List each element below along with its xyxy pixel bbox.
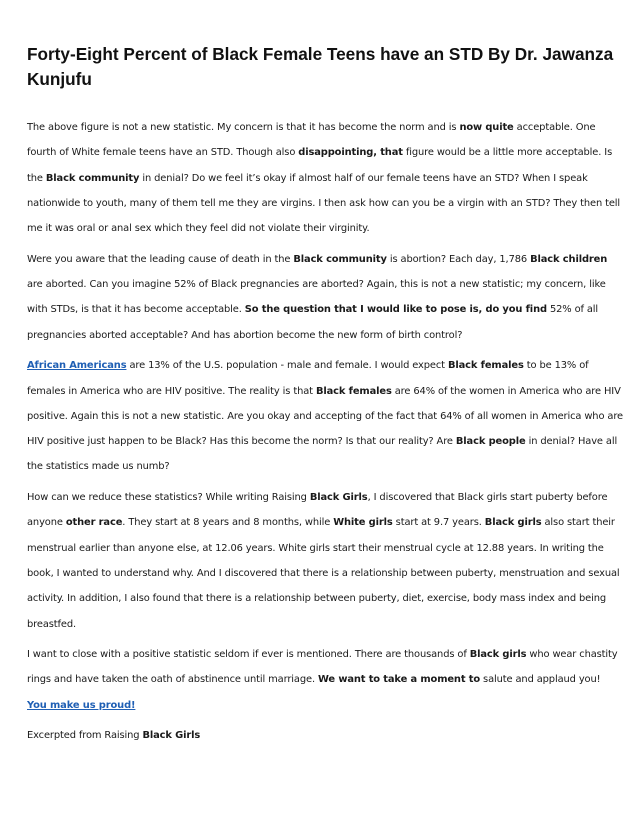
bold-text: Black Girls bbox=[309, 492, 368, 504]
text-run: Were you aware that the leading cause of death in the bbox=[27, 253, 294, 265]
text-run: How can we reduce these statistics? While writing Raising bbox=[27, 492, 310, 504]
bold-text: Black females bbox=[315, 385, 392, 397]
bold-text: Black children bbox=[530, 253, 608, 265]
text-run: 52% of all pregnancies aborted acceptable? And has abortion become the new form of birth control? bbox=[27, 304, 599, 341]
paragraph bbox=[27, 485, 623, 637]
text-run: The above figure is not a new statistic. My concern is that it has become the norm and is bbox=[27, 122, 460, 133]
article-title: Forty-Eight Percent of Black Female Teens have an STD By Dr. Jawanza Kunjufu bbox=[27, 44, 614, 89]
inline-link[interactable]: African Americans bbox=[27, 360, 127, 372]
text-run: I want to close with a positive statistic seldom if ever is mentioned. There are thousands of bbox=[27, 649, 470, 661]
bold-text: disappointing, that bbox=[298, 147, 403, 159]
bold-text: Black females bbox=[447, 360, 524, 372]
text-run: . They start at 8 years and 8 months, while bbox=[122, 517, 334, 529]
paragraph bbox=[27, 247, 623, 348]
text-run: figure would be a little more acceptable. Is the bbox=[27, 147, 613, 184]
text-run: in denial? Have all the statistics made us numb? bbox=[27, 436, 618, 473]
inline-link[interactable]: You make us proud! bbox=[27, 699, 136, 711]
bold-text: Black community bbox=[45, 172, 140, 184]
text-run: in denial? Do we feel it’s okay if almost half of our female teens have an STD? When I speak nationwide to youth, many of them tell me they are virgins. I then ask how can you be a virgin with an STD? They then tell me it was oral or anal sex which they feel did not violate their virginity. bbox=[27, 172, 621, 235]
text-run: acceptable. One fourth of White female teens have an STD. Though also bbox=[27, 122, 596, 159]
text-run: are aborted. Can you imagine 52% of Black pregnancies are aborted? Again, this is not a new statistic; my concern, like with STDs, is that it has become acceptable. bbox=[27, 279, 606, 316]
bold-text: Black girls bbox=[484, 517, 542, 529]
paragraph bbox=[27, 353, 623, 479]
paragraph bbox=[27, 642, 623, 718]
text-run: are 64% of the women in America who are HIV positive. Again this is not a new statistic. Are you okay and accepting of the fact that 64% of all women in America who are HIV positive just happen to be Black? Has this become the norm? Is that our reality? Are bbox=[27, 385, 624, 448]
text-run: are 13% of the U.S. population - male and female. I would expect bbox=[126, 360, 448, 372]
bold-text: We want to take a moment to bbox=[318, 674, 481, 686]
bold-text: Black community bbox=[293, 253, 387, 265]
bold-text: now quite bbox=[459, 122, 514, 133]
text-run: salute and applaud you! bbox=[480, 674, 601, 686]
bold-text: Black girls bbox=[469, 649, 527, 661]
bold-text: White girls bbox=[333, 517, 393, 529]
text-run: , I discovered that Black girls start puberty before anyone bbox=[27, 492, 608, 529]
text-run: who wear chastity rings and have taken the oath of abstinence until marriage. bbox=[27, 649, 618, 686]
text-run: is abortion? Each day, 1,786 bbox=[386, 253, 531, 265]
paragraph bbox=[27, 723, 623, 748]
text-run: Excerpted from Raising bbox=[27, 730, 143, 742]
bold-text: other race bbox=[65, 517, 123, 529]
article-body bbox=[27, 115, 623, 754]
bold-text: So the question that I would like to pose is, do you find bbox=[244, 304, 547, 316]
bold-text: Black people bbox=[455, 436, 526, 448]
paragraph bbox=[27, 115, 623, 241]
bold-text: Black Girls bbox=[142, 730, 201, 742]
text-run: also start their menstrual earlier than anyone else, at 12.06 years. White girls start their menstrual cycle at 12.88 years. In writing the book, I wanted to understand why. And I discovered that there is a relationship between puberty, menstruation and sexual activity. In addition, I also found that there is a relationship between puberty, diet, exercise, body mass index and being breastfed. bbox=[27, 517, 620, 630]
text-run: start at 9.7 years. bbox=[392, 517, 485, 529]
text-run: to be 13% of females in America who are HIV positive. The reality is that bbox=[27, 360, 589, 397]
